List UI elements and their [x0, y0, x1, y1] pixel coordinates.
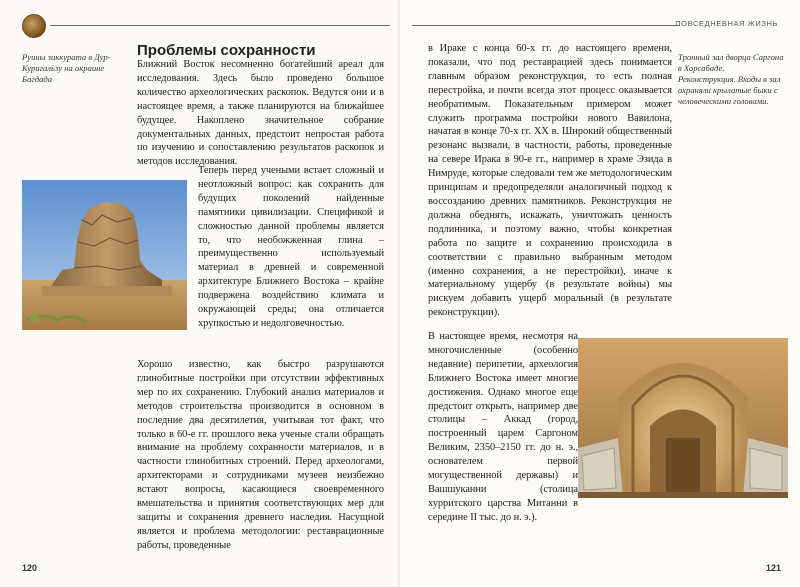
running-header: ПОВСЕДНЕВНАЯ ЖИЗНЬ	[675, 19, 778, 28]
top-rule-right	[412, 25, 680, 26]
paragraph-restoration: в Ираке с конца 60-х гг. до настоящего времени, показали, что под реставрацией здесь понимается главным образом реконструкция, то есть полная перестройка, и почти всегда этот процесс оказывается необратимым. Показательным примером может служить программа постройки нового Вавилона, начатая в конце 70-х гг. XX в. Широкий общественный резонанс вызвали, в частности, работы, проведенные на севере Ирака в 90-е гг., например в храме Эзида в Нимруде, которые следовали тем же методологическим принципам и предопределяли аналогичный подход к воссозданию древних памятников. Реконструкция не должна обеднять, искажать, уничтожать ценность подлинника, и поэтому важно, чтобы конкретная работа по защите и сохранению происходила в соответствии с правильно выбранным методом (именно сохранения, а не перестройки), иначе к материальному ущербу (в результате войны) мы рискуем добавить ущерб моральный (в результате реконструкции).	[428, 43, 672, 319]
paragraph-achievements: В настоящее время, несмотря на многочисленные (особенно недавние) перипетии, археология Ближнего Востока имеет многие достижения. Однако многое еще предстоит открыть, например две столицы – Аккад (город, построенный царем Саргоном Великим, 2350–2150 гг. до н. э., основателем первой могущественной державы) и Вашшуканни (столица хурритского царства Митанни в середине II тыс. до н. э.).	[428, 331, 578, 523]
top-rule-left	[50, 25, 390, 26]
page-number-left: 120	[22, 563, 38, 573]
paragraph-clay-buildings: Хорошо известно, как быстро разрушаются глинобитные постройки при отсутствии эффективных мер по их сохранению. Глубокий анализ материалов и методов строительства производится в основном в последние два десятилетия, учитывая тот факт, что только в 60-е гг. прошлого века ученые стали обращать внимание на проблему сохранности материалов, и в частности глинобитных строений. Перед археологами, архитекторами и сотрудниками музеев неизбежно встают вопросы, касающиеся своевременного вмешательства и принятия соответствующих мер для защиты и сохранения древнего наследия. Насущной является и проблема методологии: реставрационные работы, проведенные	[137, 359, 384, 551]
photo-caption-right: Тронный зал дворца Саргона в Хорсабаде. Реконструкция. Входы в зал охраняли крылатые быки с человеческими головами.	[678, 52, 784, 106]
page-title: Проблемы сохранности	[137, 42, 316, 59]
paragraph-intro: Ближний Восток несомненно богатейший ареал для исследования. Здесь было проведено большое количество археологических раскопок. Ведутся они и в настоящее время, а также планируются на ближайшее будущее. Накоплено значительное собрание документальных данных, предстоит непростая работа по изучению и сопоставлению результатов раскопок и методов исследования.	[137, 59, 384, 168]
page-number-right: 121	[766, 563, 782, 573]
ziggurat-photo	[22, 180, 187, 330]
round-book-emblem-icon	[22, 14, 46, 38]
throne-hall-illustration	[578, 338, 788, 498]
throne-hall-photo	[578, 338, 788, 498]
paragraph-challenge: Теперь перед учеными встает сложный и неотложный вопрос: как сохранить для будущих поколений найденные памятники цивилизации. Спецификой и сложностью данной проблемы является то, что необожженная глина – преимущественно используемый материал в древней и современной архитектуре Ближнего Востока – крайне подвержена воздействию климата и окружающей среды; она отличается хрупкостью и недолговечностью.	[198, 165, 384, 329]
ziggurat-illustration	[22, 180, 187, 330]
photo-caption-left: Руины зиккурата в Дур-Куригальзу на окраине Багдада	[22, 52, 111, 84]
right-page	[400, 0, 800, 587]
